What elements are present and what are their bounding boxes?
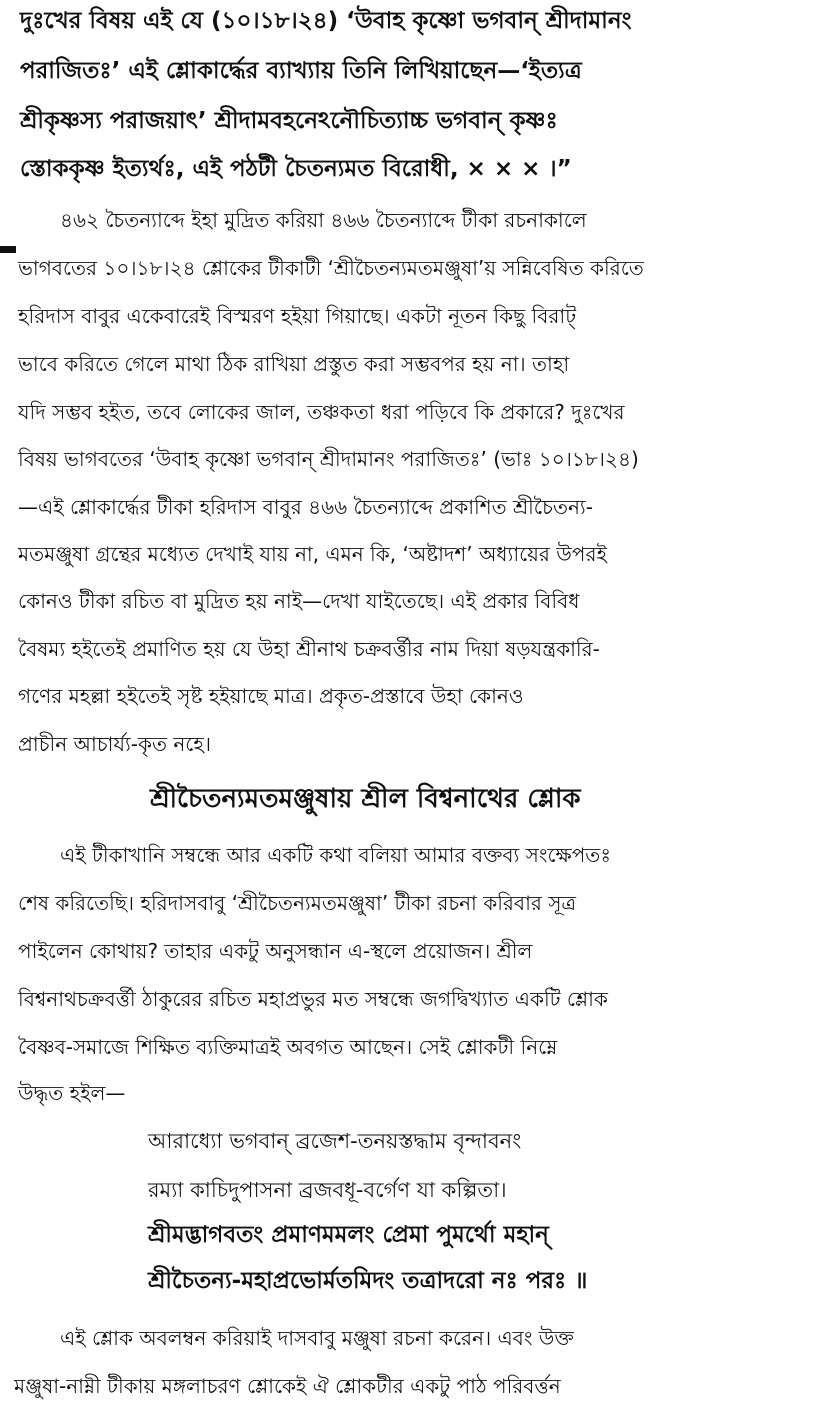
verse-line: আরাধ্যো ভগবান্ ব্রজেশ-তনয়স্তদ্ধাম বৃন্দাবনং [148, 1129, 522, 1153]
text-line: বিশ্বনাথচক্রবর্ত্তী ঠাকুরের রচিত মহাপ্রভুর মত সম্বন্ধে জগদ্বিখ্যাত একটি শ্লোক [18, 987, 608, 1011]
margin-mark [0, 246, 16, 253]
text-line: বৈষম্য হইতেই প্রমাণিত হয় যে উহা শ্রীনাথ চক্রবর্ত্তীর নাম দিয়া ষড়যন্ত্রকারি- [18, 637, 600, 661]
text-line: এই শ্লোক অবলম্বন করিয়াই দাসবাবু মঞ্জুষা রচনা করেন। এবং উক্ত [60, 1326, 574, 1350]
section-heading: শ্রীচৈতন্যমতমঞ্জুষায় শ্রীল বিশ্বনাথের শ্লোক [150, 784, 581, 814]
text-line: এই টীকাখানি সম্বন্ধে আর একটি কথা বলিয়া আমার বক্তব্য সংক্ষেপতঃ [60, 843, 611, 867]
text-line: বৈষ্ণব-সমাজে শিক্ষিত ব্যক্তিমাত্রই অবগত আছেন। সেই শ্লোকটী নিম্নে [18, 1035, 558, 1059]
text-line: দুঃখের বিষয় এই যে (১০।১৮।২৪) ‘উবাহ কৃষ্ণো ভগবান্ শ্রীদামানং [20, 8, 632, 34]
text-line: যদি সম্ভব হইত, তবে লোকের জাল, তঞ্চকতা ধরা পড়িবে কি প্রকারে? দুঃখের [18, 400, 625, 424]
text-line: ৪৬২ চৈতন্যাব্দে ইহা মুদ্রিত করিয়া ৪৬৬ চৈতন্যাব্দে টীকা রচনাকালে [60, 208, 587, 232]
text-line: ভাগবতের ১০।১৮।২৪ শ্লোকের টীকাটী ‘শ্রীচৈতন্যমতমঞ্জুষা’য় সন্নিবেষিত করিতে [18, 256, 644, 280]
text-line: প্রাচীন আচার্য্য-কৃত নহে। [18, 732, 211, 756]
verse-line: রম্যা কাচিদুপাসনা ব্রজবধূ-বর্গেণ যা কল্পিতা। [148, 1178, 507, 1202]
text-line: মতমঞ্জুষা গ্রন্থের মধ্যেত দেখাই যায় না, এমন কি, ‘অষ্টাদশ’ অধ্যায়ের উপরই [18, 542, 607, 566]
text-line: —এই শ্লোকার্দ্ধের টীকা হরিদাস বাবুর ৪৬৬ চৈতন্যাব্দে প্রকাশিত শ্রীচৈতন্য- [18, 495, 593, 519]
text-line: পরাজিতঃ’ এই শ্লোকার্দ্ধের ব্যাখ্যায় তিনি লিখিয়াছেন—‘ইত্যত্র [20, 58, 582, 84]
text-line: শেষ করিতেছি। হরিদাসবাবু ‘শ্রীচৈতন্যমতমঞ্জুষা’ টীকা রচনা করিবার সূত্র [18, 891, 577, 915]
text-line: পাইলেন কোথায়? তাহার একটু অনুসন্ধান এ-স্থলে প্রয়োজন। শ্রীল [18, 939, 533, 963]
text-line: শ্রীকৃষ্ণস্য পরাজয়াৎ’ শ্রীদামবহনেঽনৌচিত্যাচ্চ ভগবান্ কৃষ্ণঃ [20, 108, 558, 134]
text-line: বিষয় ভাগবতের ‘উবাহ কৃষ্ণো ভগবান্ শ্রীদামানং পরাজিতঃ’ (ভাঃ ১০।১৮।২৪) [18, 447, 639, 471]
text-line: হরিদাস বাবুর একেবারেই বিস্মরণ হইয়া গিয়াছে। একটা নূতন কিছু বিরাট্ [18, 304, 577, 328]
verse-line: শ্রীমদ্ভাগবতং প্রমাণমমলং প্রেমা পুমর্থো মহান্ [148, 1222, 549, 1248]
text-line: স্তোককৃষ্ণ ইত্যর্থঃ, এই পঠটী চৈতন্যমত বিরোধী, × × × ।” [20, 156, 572, 182]
text-line: উদ্ধৃত হইল— [18, 1081, 126, 1105]
text-line: মঞ্জুষা-নাম্নী টীকায় মঙ্গলাচরণ শ্লোকেই ঐ শ্লোকটীর একটু পাঠ পরিবর্ত্তন [14, 1374, 561, 1398]
text-line: গণের মহল্লা হইতেই সৃষ্ট হইয়াছে মাত্র। প্রকৃত-প্রস্তাবে উহা কোনও [18, 684, 524, 708]
text-line: কোনও টীকা রচিত বা মুদ্রিত হয় নাই—দেখা যাইতেছে। এই প্রকার বিবিধ [18, 589, 580, 613]
text-line: ভাবে করিতে গেলে মাথা ঠিক রাখিয়া প্রস্তুত করা সম্ভবপর হয় না। তাহা [18, 352, 570, 376]
verse-line: শ্রীচৈতন্য-মহাপ্রভোর্মতমিদং তত্রাদরো নঃ পরঃ ॥ [148, 1268, 588, 1294]
